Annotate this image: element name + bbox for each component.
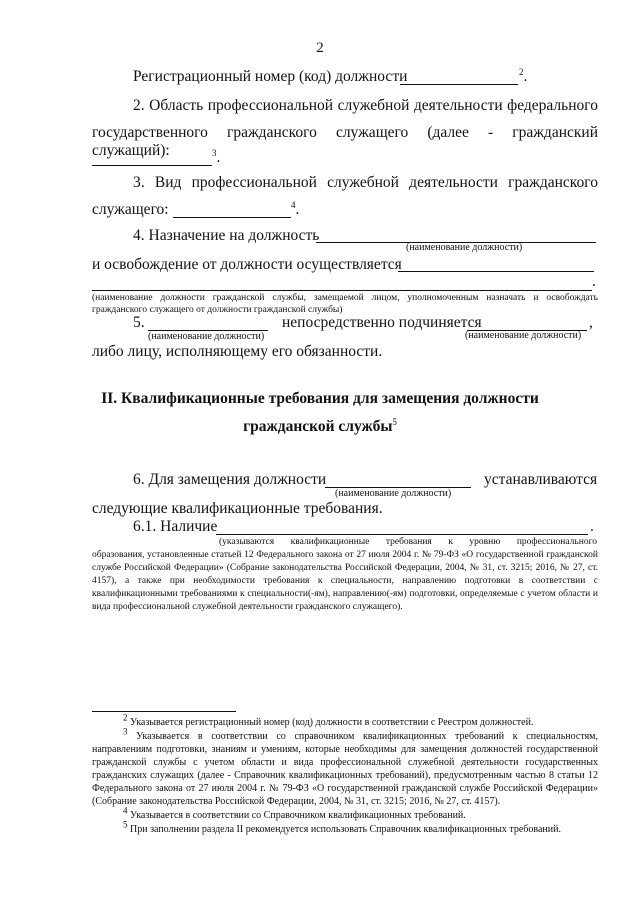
item5-subordinate-label: непосредственно подчиняется: [282, 314, 482, 331]
footnote-4: 4 Указывается в соответствии со Справочником квалификационных требований.: [123, 805, 466, 821]
item3-label: служащего:: [92, 201, 169, 218]
item4-authority-blank: [92, 290, 592, 291]
section2-heading-line1: II. Квалификационные требования для замещения должности: [101, 390, 539, 407]
footnote-3: 3 Указывается в соответствии со справочником квалификационных требований к специальностям, направлениям подготовки, знаниям и умениям, которые необходимы для замещения должностей государственной гражданской службы с учетом области и вида профессиональной служебной деятельности государственных гражданских служащих (далее - Справочник квалификационных требований), предусмотренным частью 8 статьи 12 Федерального закона от 27 июля 2004 г. № 79-ФЗ «О государственной гражданской службе Российской Федерации» (Собрание законодательства Российской Федерации, 2004, № 31, ст. 3215; 2016, № 27, ст. 4157).: [92, 726, 598, 807]
page-number: 2: [316, 40, 324, 56]
item3-line1: 3. Вид профессиональной служебной деятельности гражданского: [133, 174, 598, 191]
item61-end: .: [590, 518, 594, 535]
footnote-separator: [92, 711, 236, 712]
item3-blank: [173, 217, 291, 218]
item5-num: 5.: [133, 314, 145, 331]
item4-label: 4. Назначение на должность: [133, 227, 320, 244]
section2-heading-line2: гражданской службы$^5$: [243, 416, 397, 435]
item3-footnote-ref: $^4$.: [291, 199, 300, 218]
item5-end: ,: [589, 314, 593, 331]
item6-right-label: устанавливаются: [484, 471, 598, 488]
footnotes: [92, 712, 598, 836]
item4-end: .: [592, 273, 596, 290]
item2-line1: 2. Область профессиональной служебной деятельности федерального: [133, 97, 598, 114]
item4-caption-authority: (наименование должности гражданской службы, замещаемой лицом, уполномоченным назначать и освобождать гражданского служащего от должности гражданской службы): [92, 293, 598, 315]
item4-release-blank: [398, 271, 594, 272]
reg-number-blank: [400, 84, 518, 85]
item5-caption-left: (наименование должности): [148, 331, 265, 342]
footnote-2: 2 Указывается регистрационный номер (код) должности в соответствии с Реестром должностей.: [123, 712, 534, 728]
item6-caption: (наименование должности): [335, 488, 452, 499]
item61-blank: [216, 534, 588, 535]
reg-number-footnote-ref: $^2$.: [519, 66, 528, 85]
item5-caption-right: (наименование должности): [465, 330, 582, 341]
item61-caption-rest: образования, установленные статьей 12 Федерального закона от 27 июля 2004 г. № 79-ФЗ «О государственной гражданской службе Российской Федерации» (Собрание законодательства Российской Федерации, 2004, № 31, ст. 3215; 2016, № 27, ст. 4157), а также при необходимости требования к специальности, направлению подготовки в соответствии с квалификационными требованиями к специальности(-ям), направлению(-ям) подготовки, определяемые с учетом области и вида профессиональной служебной деятельности гражданского служащего).: [92, 550, 598, 612]
item61-caption-first: (указываются квалификационные требования к уровню профессионального: [219, 537, 597, 547]
item6-line2: следующие квалификационные требования.: [92, 500, 383, 517]
reg-number-label: Регистрационный номер (код) должности: [133, 68, 408, 85]
footnote-5: 5 При заполнении раздела II рекомендуется использовать Справочник квалификационных требований.: [123, 819, 561, 835]
item2-line2: государственного гражданского служащего (далее - гражданский служащий):: [92, 124, 598, 159]
item2-blank: [92, 165, 212, 166]
item4-release-label: и освобождение от должности осуществляется: [92, 256, 402, 273]
item2-footnote-ref: $^3$.: [212, 147, 221, 166]
item61-label: 6.1. Наличие: [133, 518, 218, 535]
item4-caption-position: (наименование должности): [406, 242, 523, 253]
item6-label: 6. Для замещения должности: [133, 471, 327, 488]
item5-line2: либо лицу, исполняющему его обязанности.: [92, 343, 383, 360]
